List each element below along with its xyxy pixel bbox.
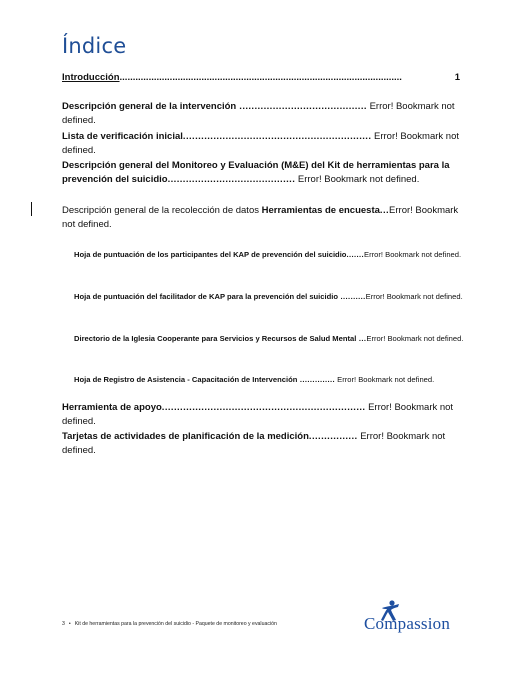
toc-entry[interactable]: [62, 401, 472, 429]
footer-bullet: •: [68, 621, 71, 627]
toc-error-text: Error! Bookmark not defined.: [62, 402, 454, 427]
toc-entry-label: Hoja de puntuación de los participantes del KAP de prevención del suicidio: [74, 250, 347, 259]
toc-entry[interactable]: [62, 430, 472, 458]
toc-subentry[interactable]: [74, 332, 472, 345]
toc-entry-prefix: Descripción general de la recolección de datos: [62, 205, 262, 216]
toc-subentry[interactable]: [74, 290, 472, 303]
toc-entry-label: Introducción: [62, 72, 120, 83]
toc-leader-dots: ...: [356, 334, 367, 343]
toc-entry-label: Descripción general del Monitoreo y Evaluación (M&E) del Kit de herramientas para la prevención del suicidio: [62, 160, 450, 185]
toc-error-text: Error! Bookmark not defined.: [335, 375, 435, 384]
toc-leader-dots: .......: [346, 250, 365, 259]
toc-leader-dots: ...........................................................................................................: [119, 72, 402, 83]
compassion-logo: [364, 600, 469, 642]
toc-error-text: Error! Bookmark not defined.: [62, 101, 455, 126]
toc-leader-dots: ..............: [297, 375, 336, 384]
toc-leader-dots: ..........: [338, 292, 366, 301]
toc-subentry[interactable]: [74, 248, 472, 261]
toc-leader-dots: ..........................................: [236, 101, 367, 112]
toc-entry-label: Tarjetas de actividades de planificación de la medición: [62, 431, 309, 442]
toc-entry-label: Herramienta de apoyo: [62, 402, 162, 413]
toc-error-text: Error! Bookmark not defined.: [62, 205, 459, 230]
toc-error-text: Error! Bookmark not defined.: [364, 250, 462, 259]
toc-error-text: Error! Bookmark not defined.: [295, 174, 420, 185]
toc-error-text: Error! Bookmark not defined.: [62, 431, 446, 456]
logo-wordmark: Compassion: [364, 614, 451, 633]
toc-error-text: Error! Bookmark not defined.: [62, 131, 460, 156]
footer-page-number: 3: [62, 621, 65, 627]
toc-page-number: 1: [454, 72, 460, 83]
toc-entry-label: Lista de verificación inicial: [62, 131, 183, 142]
toc-entry-introduccion[interactable]: [62, 72, 460, 83]
toc-entry[interactable]: [62, 100, 472, 128]
toc-entry-label: Hoja de Registro de Asistencia - Capacitación de Intervención: [74, 375, 298, 384]
toc-leader-dots: ..........................................: [167, 174, 296, 185]
toc-entry[interactable]: [62, 159, 472, 187]
page-title: Índice: [62, 34, 127, 58]
footer-text: Kit de herramientas para la prevención del suicidio - Paquete de monitoreo y evaluación: [74, 621, 277, 627]
toc-entry[interactable]: [62, 130, 472, 158]
toc-error-text: Error! Bookmark not defined.: [365, 292, 463, 301]
toc-leader-dots: ...................................................................: [161, 402, 366, 413]
toc-leader-dots: ...: [379, 205, 390, 216]
page-footer: [62, 621, 277, 627]
toc-leader-dots: ................: [308, 431, 358, 442]
toc-leader-dots: ..............................................................: [182, 131, 372, 142]
toc-entry-label: Hoja de puntuación del facilitador de KAP para la prevención del suicidio: [74, 292, 339, 301]
toc-error-text: Error! Bookmark not defined.: [366, 334, 464, 343]
toc-subentry[interactable]: [74, 373, 472, 386]
toc-entry-label: Descripción general de la intervención: [62, 101, 237, 112]
toc-entry[interactable]: [62, 204, 472, 232]
text-cursor: [31, 202, 32, 216]
toc-entry-label: Herramientas de encuesta: [261, 205, 380, 216]
toc-entry-label: Directorio de la Iglesia Cooperante para Servicios y Recursos de Salud Mental: [74, 334, 357, 343]
